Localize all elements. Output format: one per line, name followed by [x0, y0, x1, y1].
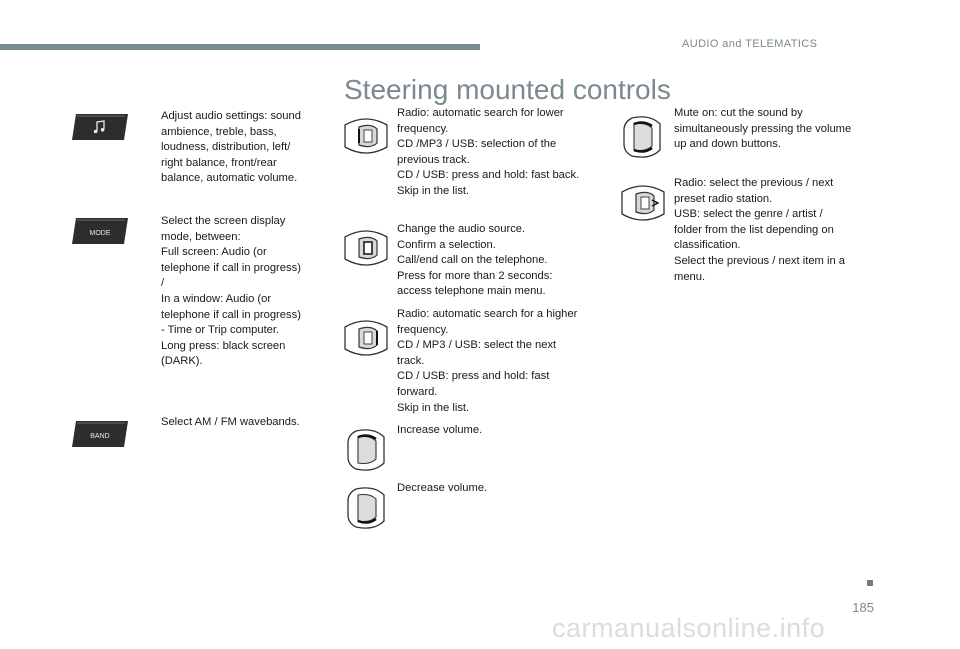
page-number: 185 — [852, 600, 874, 615]
volume-up-description: Increase volume. — [397, 424, 483, 436]
page-marker — [867, 580, 873, 586]
band-key — [70, 419, 130, 449]
band-description: Select AM / FM wavebands. — [161, 416, 300, 428]
mode-description: Select the screen display mode, between: Full screen: Audio (or telephone if call in progress) / In a window: Audio (or telephone if call in progress) - Time or Trip computer. Long press: black screen (DARK). — [161, 215, 301, 368]
mode-key — [70, 216, 130, 246]
section-title: AUDIO and TELEMATICS — [682, 38, 818, 50]
source-change-description: Change the audio source. Confirm a selection. Call/end call on the telephone. Press for more than 2 seconds: access telephone main menu. — [397, 223, 553, 298]
audio-settings-key — [70, 112, 130, 142]
mode-key-label: MODE — [89, 230, 111, 237]
wheel-left-control-icon — [341, 115, 391, 157]
wheel-press-control-icon — [341, 227, 391, 269]
seek-higher-description: Radio: automatic search for a higher frequency. CD / MP3 / USB: select the next track. CD / USB: press and hold: fast forward. Skip in the list. — [397, 308, 578, 414]
page-title: Steering mounted controls — [344, 74, 671, 105]
wheel-right-control-icon — [341, 317, 391, 359]
wheel-scroll-control-icon — [618, 182, 668, 224]
band-key-label: BAND — [90, 433, 110, 440]
mute-control-icon — [620, 114, 664, 160]
volume-up-control-icon — [344, 427, 388, 473]
header-accent-bar — [0, 44, 480, 50]
seek-lower-description: Radio: automatic search for lower frequency. CD /MP3 / USB: selection of the previous track. CD / USB: press and hold: fast back. Skip in the list. — [397, 107, 580, 197]
volume-down-description: Decrease volume. — [397, 482, 488, 494]
volume-down-control-icon — [344, 485, 388, 531]
preset-description: Radio: select the previous / next preset radio station. USB: select the genre / artist / folder from the list depending on classification. Select the previous / next item in a menu. — [674, 177, 846, 283]
watermark: carmanualsonline.info — [552, 613, 826, 643]
mute-description: Mute on: cut the sound by simultaneously pressing the volume up and down buttons. — [674, 107, 852, 151]
audio-settings-description: Adjust audio settings: sound ambience, treble, bass, loudness, distribution, left/ right balance, front/rear balance, automatic volume. — [161, 110, 301, 185]
